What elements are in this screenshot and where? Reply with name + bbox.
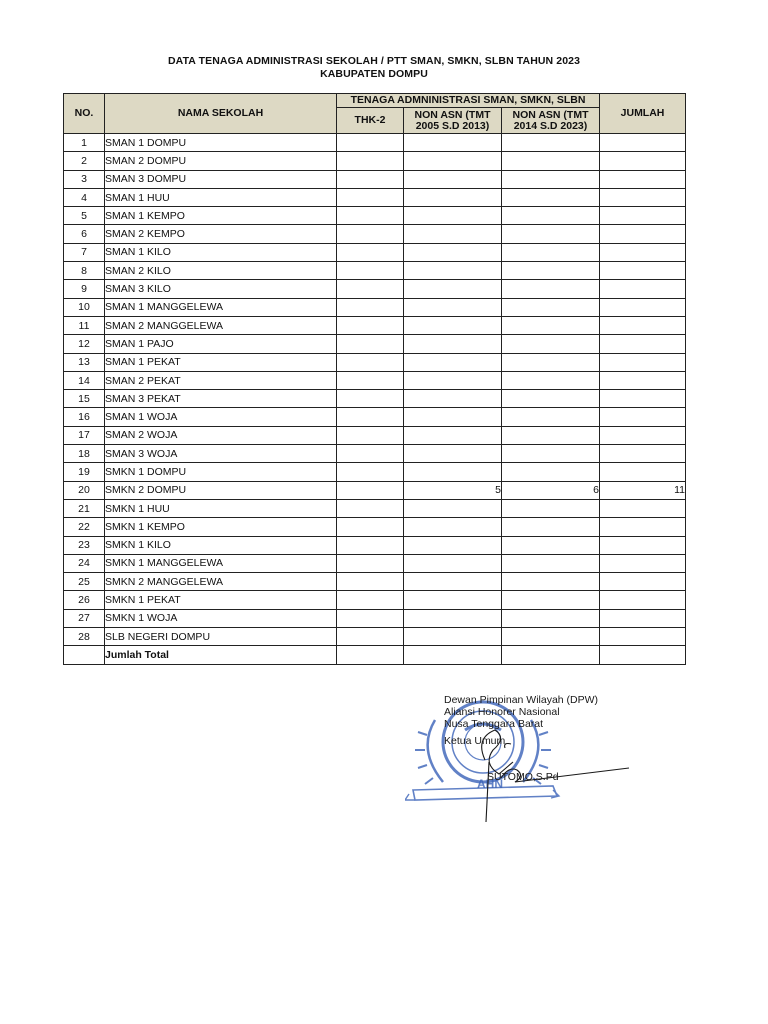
thk2-cell — [337, 463, 404, 481]
non-asn-2005-cell — [404, 591, 502, 609]
non-asn-2014-cell — [502, 408, 600, 426]
thk2-cell — [337, 207, 404, 225]
non-asn-2014-cell — [502, 298, 600, 316]
row-number: 20 — [64, 481, 105, 499]
jumlah-cell — [600, 243, 686, 261]
table-row — [64, 445, 686, 463]
thk2-cell — [337, 134, 404, 152]
non-asn-2005-cell — [404, 353, 502, 371]
non-asn-2014-cell — [502, 280, 600, 298]
jumlah-cell — [600, 170, 686, 188]
school-staff-table — [63, 93, 686, 665]
row-number: 7 — [64, 243, 105, 261]
document-subtitle: KABUPATEN DOMPU — [320, 68, 428, 80]
school-name: SLB NEGERI DOMPU — [105, 628, 337, 646]
non-asn-2005-cell — [404, 554, 502, 572]
non-asn-2014-cell — [502, 335, 600, 353]
non-asn-2014-cell — [502, 426, 600, 444]
non-asn-2005-cell — [404, 335, 502, 353]
thk2-cell — [337, 298, 404, 316]
header-jumlah: JUMLAH — [600, 94, 686, 134]
stamp-seal-label: AHN — [477, 777, 503, 791]
thk2-cell — [337, 573, 404, 591]
row-number: 13 — [64, 353, 105, 371]
jumlah-cell — [600, 152, 686, 170]
thk2-cell — [337, 170, 404, 188]
non-asn-2014-cell — [502, 262, 600, 280]
school-name: SMAN 2 MANGGELEWA — [105, 316, 337, 334]
table-row — [64, 408, 686, 426]
non-asn-2005-cell — [404, 408, 502, 426]
table-row — [64, 518, 686, 536]
jumlah-cell — [600, 554, 686, 572]
thk2-cell — [337, 536, 404, 554]
jumlah-cell — [600, 188, 686, 206]
non-asn-2005-cell — [404, 134, 502, 152]
table-row — [64, 371, 686, 389]
non-asn-2005-cell — [404, 609, 502, 627]
non-asn-2005-cell — [404, 188, 502, 206]
jumlah-cell — [600, 499, 686, 517]
non-asn-2014-cell — [502, 499, 600, 517]
school-name: SMAN 1 MANGGELEWA — [105, 298, 337, 316]
table-row — [64, 390, 686, 408]
thk2-cell — [337, 316, 404, 334]
table-row — [64, 353, 686, 371]
row-number: 19 — [64, 463, 105, 481]
row-number: 21 — [64, 499, 105, 517]
row-number: 14 — [64, 371, 105, 389]
non-asn-2014-cell — [502, 371, 600, 389]
non-asn-2005-cell — [404, 445, 502, 463]
non-asn-2014-cell — [502, 188, 600, 206]
school-name: SMKN 1 PEKAT — [105, 591, 337, 609]
thk2-cell — [337, 390, 404, 408]
header-no: NO. — [64, 94, 105, 134]
header-thk2: THK-2 — [337, 108, 404, 134]
row-number: 17 — [64, 426, 105, 444]
jumlah-cell — [600, 628, 686, 646]
non-asn-2005-cell — [404, 426, 502, 444]
table-row — [64, 536, 686, 554]
non-asn-2005-cell — [404, 170, 502, 188]
row-number: 10 — [64, 298, 105, 316]
school-name: SMAN 1 PEKAT — [105, 353, 337, 371]
non-asn-2005-cell — [404, 152, 502, 170]
total-cell — [337, 646, 404, 664]
row-number: 28 — [64, 628, 105, 646]
non-asn-2014-cell: 6 — [502, 481, 600, 499]
jumlah-cell — [600, 353, 686, 371]
non-asn-2014-cell — [502, 225, 600, 243]
row-number: 26 — [64, 591, 105, 609]
row-number: 24 — [64, 554, 105, 572]
total-cell — [502, 646, 600, 664]
total-cell — [600, 646, 686, 664]
thk2-cell — [337, 262, 404, 280]
school-name: SMAN 2 KILO — [105, 262, 337, 280]
row-number: 22 — [64, 518, 105, 536]
school-name: SMKN 1 KEMPO — [105, 518, 337, 536]
table-row — [64, 463, 686, 481]
table-row — [64, 170, 686, 188]
row-number: 4 — [64, 188, 105, 206]
signature-org-line3: Nusa Tenggara Barat — [444, 718, 544, 730]
thk2-cell — [337, 628, 404, 646]
school-name: SMAN 3 WOJA — [105, 445, 337, 463]
jumlah-cell — [600, 225, 686, 243]
thk2-cell — [337, 554, 404, 572]
jumlah-cell: 11 — [600, 481, 686, 499]
signature-org-line2: Aliansi Honorer Nasional — [444, 706, 560, 718]
thk2-cell — [337, 243, 404, 261]
jumlah-cell — [600, 573, 686, 591]
non-asn-2005-cell — [404, 298, 502, 316]
non-asn-2005-cell — [404, 628, 502, 646]
non-asn-2014-cell — [502, 445, 600, 463]
table-row — [64, 207, 686, 225]
school-name: SMKN 1 MANGGELEWA — [105, 554, 337, 572]
row-number: 15 — [64, 390, 105, 408]
signature-role: Ketua Umum — [444, 735, 506, 747]
row-number: 3 — [64, 170, 105, 188]
school-name: SMAN 1 WOJA — [105, 408, 337, 426]
row-number: 27 — [64, 609, 105, 627]
row-number: 12 — [64, 335, 105, 353]
jumlah-cell — [600, 408, 686, 426]
jumlah-cell — [600, 371, 686, 389]
row-number: 5 — [64, 207, 105, 225]
non-asn-2005-cell — [404, 207, 502, 225]
school-name: SMKN 1 HUU — [105, 499, 337, 517]
non-asn-2014-cell — [502, 353, 600, 371]
non-asn-2014-cell — [502, 536, 600, 554]
thk2-cell — [337, 371, 404, 389]
jumlah-cell — [600, 463, 686, 481]
school-name: SMAN 1 DOMPU — [105, 134, 337, 152]
school-name: SMAN 1 KILO — [105, 243, 337, 261]
school-name: SMKN 2 MANGGELEWA — [105, 573, 337, 591]
non-asn-2014-cell — [502, 316, 600, 334]
table-row — [64, 298, 686, 316]
non-asn-2005-cell — [404, 499, 502, 517]
document-title: DATA TENAGA ADMINISTRASI SEKOLAH / PTT SMAN, SMKN, SLBN TAHUN 2023 — [167, 55, 581, 67]
thk2-cell — [337, 518, 404, 536]
table-row — [64, 316, 686, 334]
non-asn-2005-cell — [404, 573, 502, 591]
total-cell — [404, 646, 502, 664]
thk2-cell — [337, 335, 404, 353]
table-row — [64, 499, 686, 517]
header-nama-sekolah: NAMA SEKOLAH — [105, 94, 337, 134]
row-number: 16 — [64, 408, 105, 426]
signature-name: SUTOMO,S.Pd — [487, 771, 559, 783]
non-asn-2005-cell: 5 — [404, 481, 502, 499]
school-name: SMAN 2 PEKAT — [105, 371, 337, 389]
table-row — [64, 591, 686, 609]
thk2-cell — [337, 445, 404, 463]
thk2-cell — [337, 426, 404, 444]
thk2-cell — [337, 280, 404, 298]
school-name: SMAN 2 WOJA — [105, 426, 337, 444]
table-row — [64, 426, 686, 444]
non-asn-2014-cell — [502, 207, 600, 225]
table-row — [64, 609, 686, 627]
non-asn-2014-cell — [502, 518, 600, 536]
jumlah-cell — [600, 426, 686, 444]
total-cell — [64, 646, 105, 664]
non-asn-2014-cell — [502, 554, 600, 572]
table-row — [64, 280, 686, 298]
non-asn-2005-cell — [404, 262, 502, 280]
thk2-cell — [337, 499, 404, 517]
non-asn-2005-cell — [404, 536, 502, 554]
table-row — [64, 573, 686, 591]
non-asn-2014-cell — [502, 573, 600, 591]
table-row — [64, 335, 686, 353]
jumlah-cell — [600, 536, 686, 554]
school-name: SMAN 1 HUU — [105, 188, 337, 206]
jumlah-cell — [600, 134, 686, 152]
jumlah-cell — [600, 316, 686, 334]
non-asn-2014-cell — [502, 152, 600, 170]
table-body — [64, 134, 686, 665]
header-non-asn-2014: NON ASN (TMT 2014 S.D 2023) — [502, 108, 600, 134]
row-number: 18 — [64, 445, 105, 463]
non-asn-2005-cell — [404, 463, 502, 481]
school-name: SMKN 1 WOJA — [105, 609, 337, 627]
table-row — [64, 262, 686, 280]
school-name: SMKN 1 DOMPU — [105, 463, 337, 481]
total-row — [64, 646, 686, 664]
jumlah-cell — [600, 445, 686, 463]
table-row — [64, 188, 686, 206]
thk2-cell — [337, 609, 404, 627]
school-name: SMAN 1 PAJO — [105, 335, 337, 353]
jumlah-cell — [600, 609, 686, 627]
non-asn-2005-cell — [404, 371, 502, 389]
jumlah-cell — [600, 207, 686, 225]
thk2-cell — [337, 225, 404, 243]
school-name: SMAN 3 DOMPU — [105, 170, 337, 188]
table-row — [64, 628, 686, 646]
non-asn-2014-cell — [502, 628, 600, 646]
school-name: SMAN 3 PEKAT — [105, 390, 337, 408]
row-number: 25 — [64, 573, 105, 591]
thk2-cell — [337, 408, 404, 426]
non-asn-2005-cell — [404, 280, 502, 298]
jumlah-cell — [600, 298, 686, 316]
non-asn-2014-cell — [502, 609, 600, 627]
header-non-asn-2005: NON ASN (TMT 2005 S.D 2013) — [404, 108, 502, 134]
thk2-cell — [337, 188, 404, 206]
non-asn-2014-cell — [502, 591, 600, 609]
jumlah-cell — [600, 262, 686, 280]
row-number: 23 — [64, 536, 105, 554]
school-name: SMAN 1 KEMPO — [105, 207, 337, 225]
table-row — [64, 554, 686, 572]
non-asn-2014-cell — [502, 243, 600, 261]
school-name: SMAN 2 DOMPU — [105, 152, 337, 170]
non-asn-2005-cell — [404, 518, 502, 536]
thk2-cell — [337, 591, 404, 609]
school-name: SMAN 2 KEMPO — [105, 225, 337, 243]
jumlah-cell — [600, 591, 686, 609]
table-row — [64, 243, 686, 261]
school-name: SMAN 3 KILO — [105, 280, 337, 298]
school-name: SMKN 1 KILO — [105, 536, 337, 554]
row-number: 11 — [64, 316, 105, 334]
row-number: 6 — [64, 225, 105, 243]
non-asn-2014-cell — [502, 134, 600, 152]
jumlah-cell — [600, 335, 686, 353]
non-asn-2014-cell — [502, 170, 600, 188]
jumlah-cell — [600, 390, 686, 408]
non-asn-2005-cell — [404, 243, 502, 261]
table-row — [64, 134, 686, 152]
jumlah-cell — [600, 280, 686, 298]
non-asn-2005-cell — [404, 316, 502, 334]
signature-org-line1: Dewan Pimpinan Wilayah (DPW) — [444, 694, 599, 706]
school-name: SMKN 2 DOMPU — [105, 481, 337, 499]
jumlah-cell — [600, 518, 686, 536]
non-asn-2005-cell — [404, 390, 502, 408]
row-number: 9 — [64, 280, 105, 298]
table-row — [64, 225, 686, 243]
row-number: 8 — [64, 262, 105, 280]
non-asn-2014-cell — [502, 463, 600, 481]
header-group-tenaga: TENAGA ADMNINISTRASI SMAN, SMKN, SLBN — [337, 94, 600, 108]
thk2-cell — [337, 152, 404, 170]
row-number: 1 — [64, 134, 105, 152]
thk2-cell — [337, 481, 404, 499]
non-asn-2005-cell — [404, 225, 502, 243]
thk2-cell — [337, 353, 404, 371]
non-asn-2014-cell — [502, 390, 600, 408]
row-number: 2 — [64, 152, 105, 170]
table-row — [64, 481, 686, 499]
total-label: Jumlah Total — [105, 646, 337, 664]
table-row — [64, 152, 686, 170]
